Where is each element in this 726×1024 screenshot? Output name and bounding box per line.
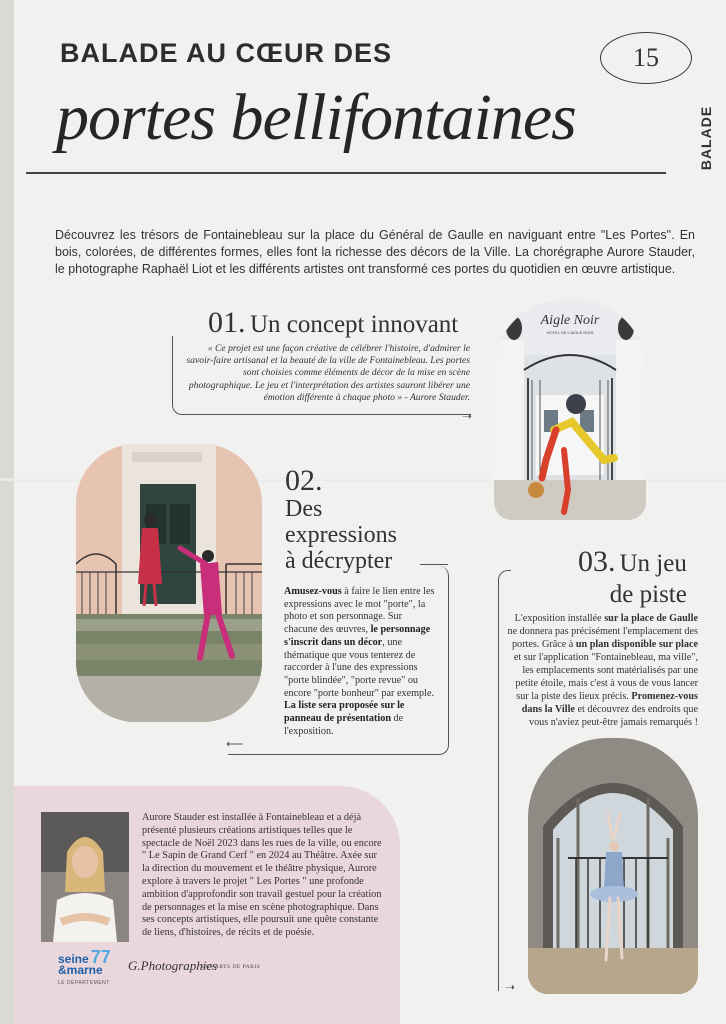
- section2-text-1: à faire le lien entre les expressions avec le mot "porte", la photo et son personnage. Sur chacune des œuvres,: [284, 586, 435, 636]
- section3-text-3: et sur l'application "Fontainebleau, ma ville", les emplacements sont matérialisés par une petite étoile, mais c'est à vous de vous lancer sur la piste des lieux précis.: [513, 652, 698, 702]
- section2-bold-2: La liste sera proposée sur le panneau de présentation: [284, 700, 405, 725]
- section3-text-4: et découvrez des endroits que vous n'aviez peut-être jamais remarqués !: [528, 704, 698, 728]
- section1-heading: [208, 306, 458, 340]
- photo-hotel-gate: [494, 300, 646, 520]
- section2-text-3: de l'exposition.: [284, 713, 404, 737]
- section3-number: 03.: [578, 545, 616, 578]
- section2-title-line-2: expressions: [285, 522, 397, 548]
- arrow-left-icon: ⟵: [226, 737, 244, 751]
- header-rule: [26, 172, 666, 174]
- hotel-gate-illustration: [494, 300, 646, 520]
- section2-bold-1: le personnage s'inscrit dans un décor: [284, 624, 431, 648]
- hotel-sign: Aigle Noir: [540, 313, 600, 328]
- section2-frame-top: [420, 564, 448, 565]
- arts-de-paris-logo: LES ARTS DE PARIS: [202, 964, 261, 970]
- logo-sm-sub: LE DÉPARTEMENT: [58, 980, 110, 986]
- logo-sm-number: 77: [90, 947, 111, 967]
- section2-body: [284, 586, 436, 738]
- logo-signature-text: G.Photographies: [128, 958, 218, 973]
- logo-sm-line-1: seine: [58, 952, 89, 966]
- section3-heading: [578, 545, 687, 612]
- section2-title-line-1: Des: [285, 496, 323, 522]
- section3-title-b: de piste: [609, 581, 687, 608]
- section3-bold-2: un plan disponible sur place: [575, 639, 698, 650]
- section3-bold-3: Promenez-vous dans la Ville: [521, 691, 698, 715]
- photo-stone-arch: [528, 738, 698, 994]
- photo-aurore-stauder: [41, 812, 129, 942]
- section3-bold-1: sur la place de Gaulle: [604, 613, 698, 624]
- arrow-right-icon: ➝: [462, 409, 473, 423]
- arrow-right-icon: ➝: [505, 980, 516, 994]
- portrait-illustration: [41, 812, 129, 942]
- section3-title-a: Un jeu: [619, 550, 687, 577]
- section2-lead: Amusez-vous: [284, 586, 342, 597]
- section3-body: [506, 612, 698, 729]
- section-tab: [690, 105, 716, 171]
- partner-logos: [52, 948, 312, 988]
- page-number: 15: [600, 32, 692, 84]
- section2-number: 02.: [285, 464, 323, 497]
- section2-text-2: , une thématique que vous tenterez de raccorder à l'une des expressions "porte blindée", "porte revue" ou encore "porte bonheur" par exemple.: [284, 636, 435, 699]
- logo-sm-line-2: &marne: [58, 963, 103, 977]
- section3-text-1: L'exposition installée: [514, 613, 605, 624]
- section1-quote: « Ce projet est une façon créative de célébrer l'histoire, d'admirer le savoir-faire artisanal et la beauté de la ville de Fontainebleau. Les portes sont choisies comme éléments de décor de la mise en scène photographique. Le jeu et l'interprétation des artistes sauront libérer une émotion différente à chaque photo » - Aurore Stauder.: [186, 343, 470, 403]
- bio-text: Aurore Stauder est installée à Fontainebleau et a déjà présenté plusieurs créations artistiques telles que le spectacle de Noël 2023 dans les rues de la ville, ou encore " Le Sapin de Grand Cerf " en 2024 au Théâtre. Axée sur la direction du mouvement et le théâtre physique, Aurore explore à travers le projet " Les Portes " une profonde ambition d'approfondir son travail gestuel pour la création de personnages et la mise en scène photographique. Dans ses concepts artistiques, elle poursuit une quête constante de liens, d'histoires, de récits et de poésie.: [142, 812, 382, 939]
- section3-text-2: ne donnera pas précisément l'emplacement des portes. Grâce à: [507, 626, 698, 650]
- section1-title: Un concept innovant: [249, 311, 459, 338]
- stone-arch-illustration: [528, 738, 698, 994]
- page-kicker: BALADE AU CŒUR DES: [60, 38, 393, 68]
- intro-paragraph: Découvrez les trésors de Fontainebleau sur la place du Général de Gaulle en naviguant entre "Les Portes". En bois, colorées, de différentes formes, elles font la richesse des décors de la Ville. La chorégraphe Aurore Stauder, le photographe Raphaël Liot et les différents artistes ont transformé ces portes du quotidien en œuvre artistique.: [55, 228, 695, 276]
- page-title: portes bellifontaines: [56, 81, 576, 154]
- section-label: BALADE: [698, 105, 715, 171]
- seine-et-marne-logo: [58, 947, 111, 989]
- section2-heading: [285, 464, 397, 574]
- hotel-sign-sub: HOTEL DE L'AIGLE NOIR: [546, 330, 594, 335]
- section2-title-line-3: à décrypter: [285, 548, 393, 574]
- section1-number: 01.: [208, 306, 246, 339]
